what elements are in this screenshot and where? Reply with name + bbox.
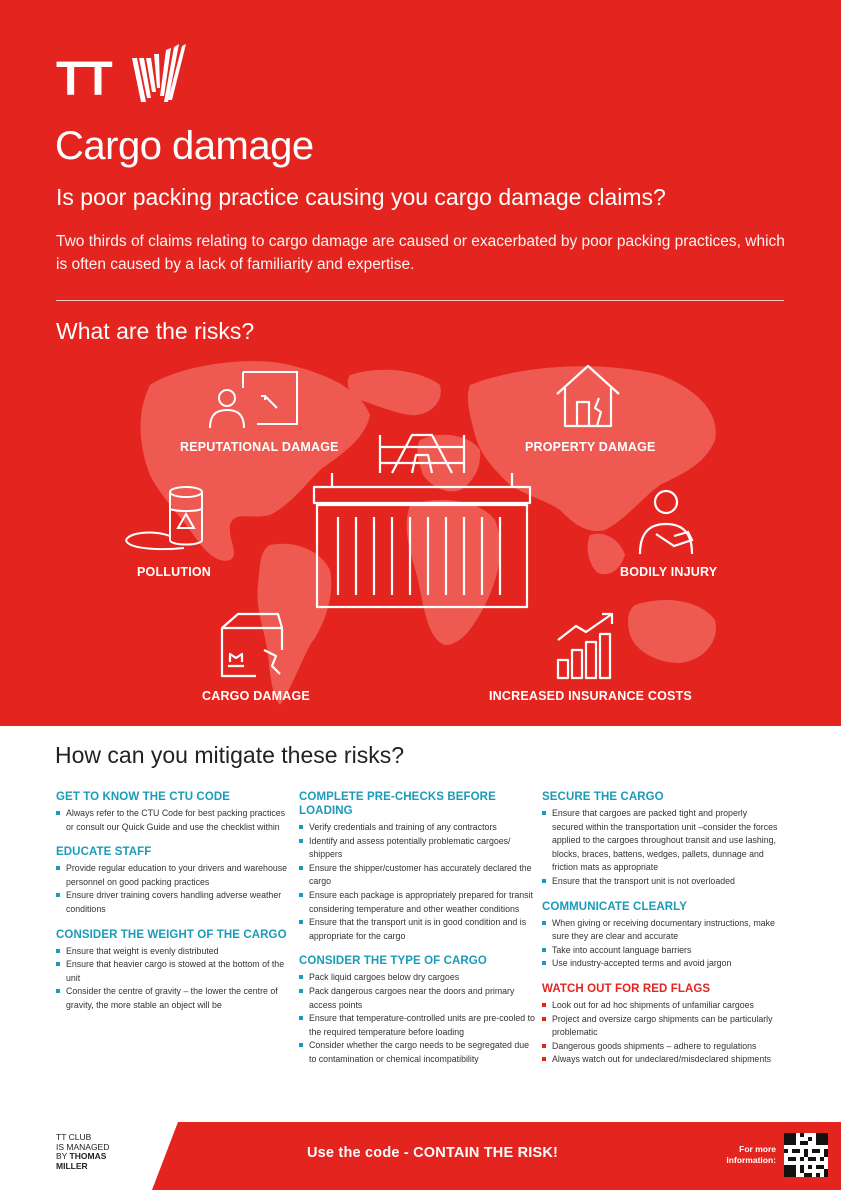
list-item: Use industry-accepted terms and avoid jargon [542, 957, 778, 971]
footer-info [712, 1144, 776, 1166]
section-title: CONSIDER THE TYPE OF CARGO [299, 955, 487, 968]
mitigate-column-2 [299, 790, 535, 1078]
list-item: Ensure the shipper/customer has accurately declared the cargo [299, 862, 535, 889]
divider [56, 300, 784, 301]
list-item: Take into account language barriers [542, 944, 778, 958]
section-list [56, 945, 292, 1013]
list-item: Pack liquid cargoes below dry cargoes [299, 971, 535, 985]
risks-heading: What are the risks? [56, 318, 255, 344]
list-item: Ensure that cargoes are packed tight and properly secured within the transportation unit –consider the forces applied to the cargoes throughout transit and use lashing, blocks, braces, battens, wedges, pallets, dunnage and friction mats as appropriate [542, 807, 778, 875]
section-title-red-flags: WATCH OUT FOR RED FLAGS [542, 982, 711, 995]
footer-brand-line: IS MANAGED [56, 1141, 110, 1152]
list-item: Project and oversize cargo shipments can be particularly problematic [542, 1013, 778, 1040]
page-title: Cargo damage [55, 124, 314, 168]
logo-stripes-icon [132, 44, 192, 104]
list-item: Verify credentials and training of any contractors [299, 821, 535, 835]
list-item: Identify and assess potentially problematic cargoes/ shippers [299, 835, 535, 862]
section-list [56, 862, 292, 916]
intro-paragraph: Two thirds of claims relating to cargo damage are caused or exacerbated by poor packing practices, which is often caused by a lack of familiarity and expertise. [56, 233, 785, 273]
list-item: Pack dangerous cargoes near the doors and primary access points [299, 985, 535, 1012]
list-item: Consider whether the cargo needs to be segregated due to contamination or chemical incompatibility [299, 1039, 535, 1066]
section-list [542, 917, 778, 971]
list-item: Ensure that the transport unit is not overloaded [542, 875, 778, 889]
rising-chart-icon [554, 610, 618, 680]
footer-brand [56, 1133, 109, 1171]
risk-label-insurance-costs: INCREASED INSURANCE COSTS [489, 689, 692, 703]
footer-info-line: For more [739, 1144, 776, 1154]
section-list [299, 971, 535, 1066]
mitigate-column-1 [56, 790, 292, 1024]
list-item: Consider the centre of gravity – the lower the centre of gravity, the more stable an object will be [56, 985, 292, 1012]
page-subtitle: Is poor packing practice causing you cargo damage claims? [56, 184, 666, 210]
reputation-icon [205, 366, 305, 430]
list-item: Look out for ad hoc shipments of unfamiliar cargoes [542, 999, 778, 1013]
section-title: COMMUNICATE CLEARLY [542, 900, 688, 913]
risk-label-bodily-injury: BODILY INJURY [620, 565, 718, 579]
hazard-barrel-icon [124, 484, 214, 556]
container-crane-icon [312, 425, 532, 610]
injured-person-icon [634, 488, 698, 556]
section-title: SECURE THE CARGO [542, 791, 664, 803]
list-item: Dangerous goods shipments – adhere to regulations [542, 1040, 778, 1054]
list-item: Ensure that temperature-controlled units are pre-cooled to the required temperature before loading [299, 1012, 535, 1039]
section-list [542, 807, 778, 889]
risk-label-pollution: POLLUTION [137, 565, 212, 579]
footer-cta: Use the code - CONTAIN THE RISK! [307, 1145, 559, 1161]
section-list [299, 821, 535, 943]
mitigate-heading: How can you mitigate these risks? [55, 742, 404, 768]
footer-info-line: information: [726, 1155, 776, 1165]
list-item: Always watch out for undeclared/misdeclared shipments [542, 1053, 778, 1067]
list-item: Ensure that weight is evenly distributed [56, 945, 292, 959]
mitigate-column-3 [542, 790, 778, 1078]
qr-code-icon[interactable] [784, 1133, 828, 1177]
list-item: Provide regular education to your drivers and warehouse personnel on good packing practices [56, 862, 292, 889]
list-item: Ensure each package is appropriately prepared for transit considering temperature and other weather conditions [299, 889, 535, 916]
risk-label-property-damage: PROPERTY DAMAGE [525, 440, 656, 454]
risk-label-cargo-damage: CARGO DAMAGE [202, 689, 310, 703]
section-list [542, 999, 778, 1067]
list-item: When giving or receiving documentary instructions, make sure they are clear and accurate [542, 917, 778, 944]
section-title: GET TO KNOW THE CTU CODE [56, 791, 231, 803]
logo-wordmark: TT [56, 53, 111, 106]
footer-brand-line: BY THOMAS [56, 1151, 107, 1161]
list-item: Ensure that the transport unit is in good condition and is appropriate for the cargo [299, 916, 535, 943]
list-item: Always refer to the CTU Code for best packing practices or consult our Quick Guide and use the checklist within [56, 807, 292, 834]
section-title: EDUCATE STAFF [56, 846, 152, 859]
risk-label-reputational-damage: REPUTATIONAL DAMAGE [180, 440, 339, 454]
footer-brand-line: MILLER [56, 1160, 88, 1171]
section-title: COMPLETE PRE-CHECKS BEFORE LOADING [299, 791, 496, 817]
section-title: CONSIDER THE WEIGHT OF THE CARGO [56, 928, 287, 941]
damaged-house-icon [553, 360, 623, 430]
section-list [56, 807, 292, 834]
list-item: Ensure driver training covers handling adverse weather conditions [56, 889, 292, 916]
list-item: Ensure that heavier cargo is stowed at the bottom of the unit [56, 958, 292, 985]
footer-brand-line: TT CLUB [56, 1132, 92, 1142]
damaged-box-icon [216, 610, 286, 680]
